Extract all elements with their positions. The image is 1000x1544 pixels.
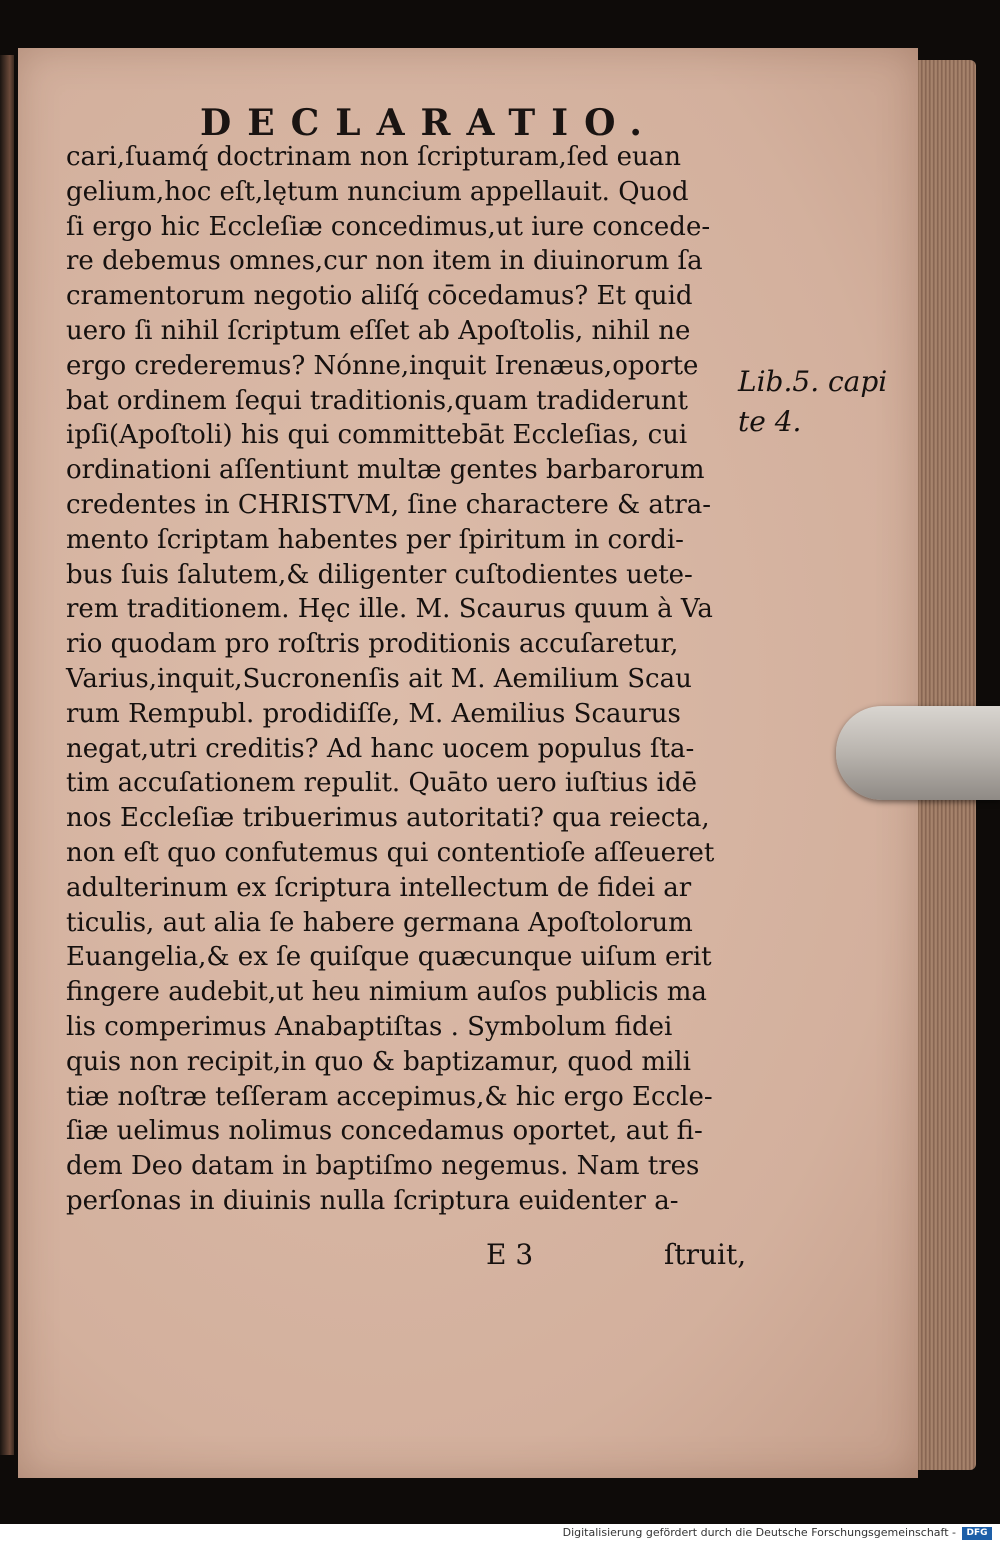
text-line: uero ſi nihil ſcriptum eſſet ab Apoſtolis, nihil ne (66, 315, 691, 346)
text-line: lis comperimus Anabaptiſtas . Symbolum fidei (66, 1011, 673, 1042)
text-line: non eſt quo confutemus qui contentioſe aſſeueret (66, 837, 715, 868)
text-line: adulterinum ex ſcriptura intellectum de fidei ar (66, 872, 692, 903)
text-line: rem traditionem. Hęc ille. M. Scaurus quum à Va (66, 594, 713, 625)
text-line: negat,utri creditis? Ad hanc uocem populus ſta- (66, 733, 695, 764)
text-line: Euangelia,& ex ſe quiſque quæcunque uiſum erit (66, 942, 712, 973)
text-line: rum Rempubl. prodidiſſe, M. Aemilius Scaurus (66, 698, 681, 729)
footer-credit: Digitalisierung gefördert durch die Deutsche Forschungsgemeinschaft - (562, 1526, 956, 1539)
margin-note (738, 362, 887, 442)
text-line: perſonas in diuinis nulla ſcriptura euidenter a- (66, 1185, 679, 1216)
book-left-edge (0, 55, 14, 1455)
text-line: ſi ergo hic Eccleſiæ concedimus,ut iure concede- (66, 211, 711, 242)
text-line: ſiæ uelimus nolimus concedamus oportet, aut fi- (66, 1116, 703, 1147)
text-line: ticulis, aut alia ſe habere germana Apoſtolorum (66, 907, 693, 938)
text-line: ordinationi aſſentiunt multæ gentes barbarorum (66, 455, 705, 486)
text-line: tiæ noſtræ teſſeram accepimus,& hic ergo Eccle- (66, 1081, 713, 1112)
text-line: bat ordinem ſequi traditionis,quam tradiderunt (66, 385, 688, 416)
text-line: mento ſcriptam habentes per ſpiritum in cordi- (66, 524, 684, 555)
signature-mark: E 3 (486, 1238, 534, 1271)
text-line: gelium,hoc eſt,lętum nuncium appellauit. Quod (66, 176, 689, 207)
catchword: ſtruit, (664, 1238, 747, 1271)
text-line: rio quodam pro roſtris proditionis accuſaretur, (66, 629, 679, 660)
text-line: nos Eccleſiæ tribuerimus autoritati? qua reiecta, (66, 803, 710, 834)
running-head: DECLARATIO. (200, 102, 658, 144)
text-line: ergo crederemus? Nónne,inquit Irenæus,oporte (66, 350, 699, 381)
text-line: tim accuſationem repulit. Quāto uero iuſtius idē (66, 768, 698, 799)
text-line: dem Deo datam in baptiſmo negemus. Nam tres (66, 1151, 700, 1182)
body-text (66, 140, 766, 1219)
text-line: quis non recipit,in quo & baptizamur, quod mili (66, 1046, 691, 1077)
dfg-logo: DFG (962, 1527, 992, 1540)
text-line: cari,ſuamq́ doctrinam non ſcripturam,ſed euan (66, 142, 682, 172)
text-line: cramentorum negotio aliſq́ cōcedamus? Et quid (66, 281, 693, 312)
text-line: fingere audebit,ut heu nimium auſos publicis ma (66, 977, 707, 1008)
text-line: bus ſuis ſalutem,& diligenter cuſtodientes uete- (66, 559, 693, 590)
margin-note-line: Lib.5. capi (738, 365, 888, 398)
page-clip (836, 706, 1000, 800)
text-line: ipſi(Apoſtoli) his qui committebāt Eccleſias, cui (66, 420, 688, 451)
text-line: re debemus omnes,cur non item in diuinorum ſa (66, 246, 703, 277)
text-line: credentes in CHRISTVM, ſine charactere & atra- (66, 489, 712, 520)
text-line: Varius,inquit,Sucronenſis ait M. Aemilium Scau (66, 663, 692, 694)
margin-note-line: te 4. (738, 405, 802, 438)
